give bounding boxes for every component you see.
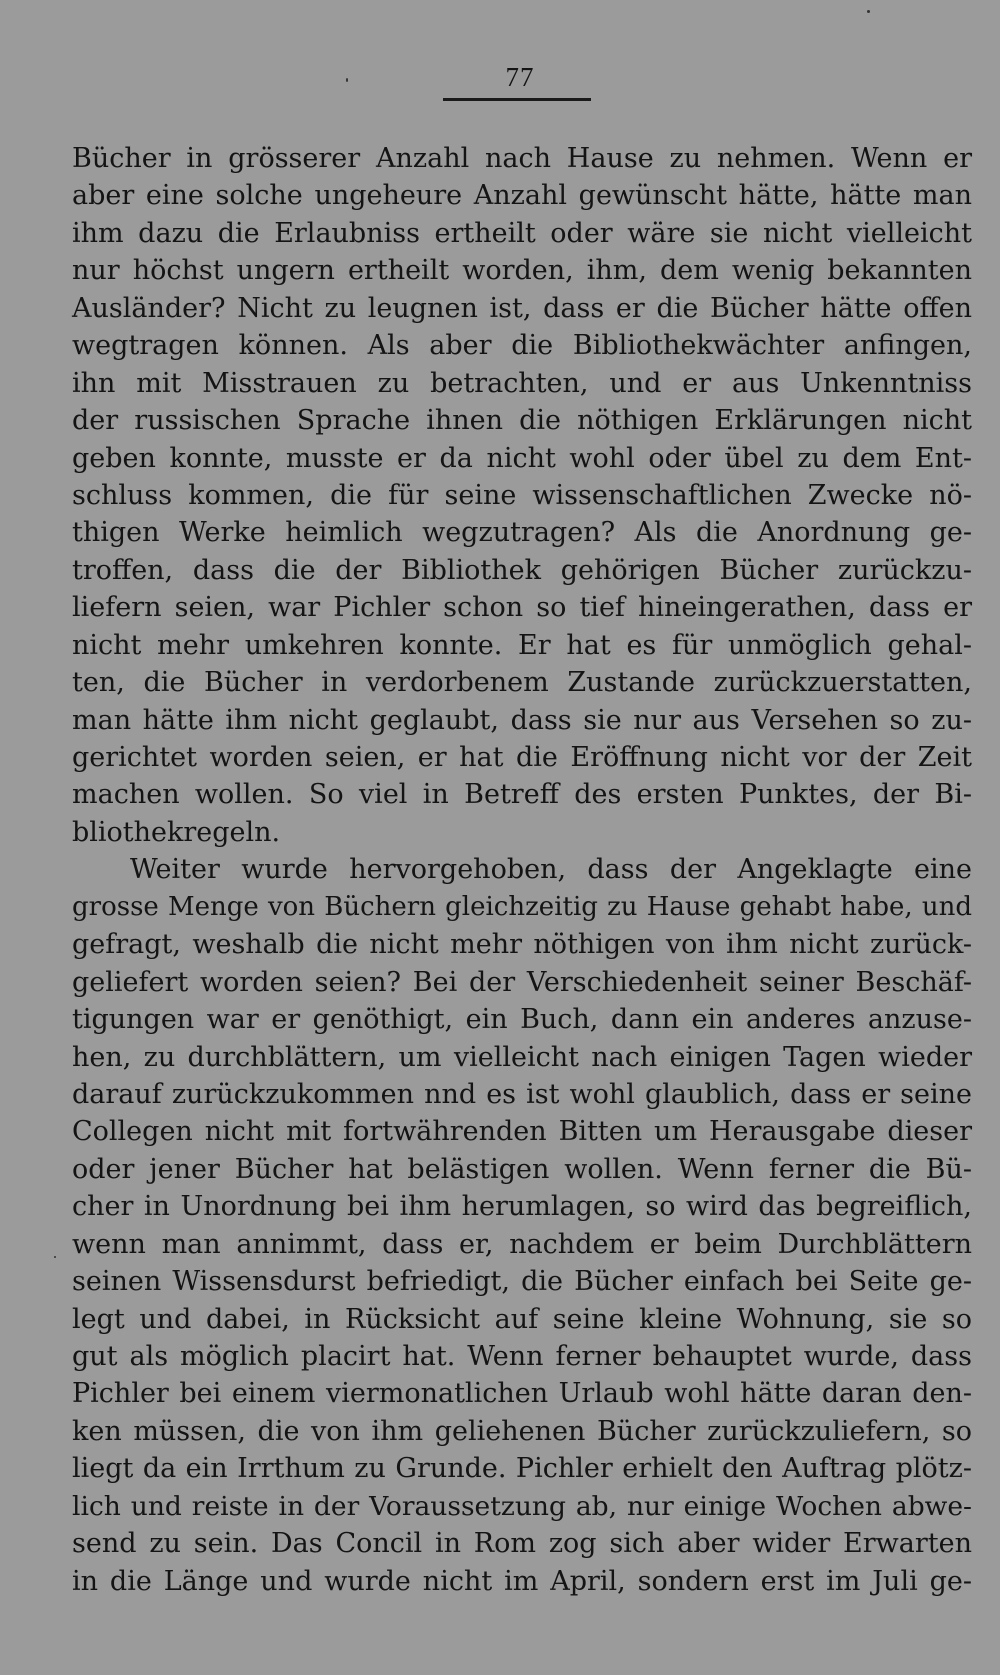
text-line: liegt da ein Irrthum zu Grunde. Pichler erhielt den Auftrag plötz- (72, 1453, 972, 1485)
text-line: geben konnte, musste er da nicht wohl oder übel zu dem Ent- (72, 442, 972, 474)
scan-speck (346, 78, 348, 82)
text-line: gut als möglich placirt hat. Wenn ferner behauptet wurde, dass (72, 1341, 972, 1372)
text-line: seinen Wissensdurst befriedigt, die Bücher einfach bei Seite ge- (72, 1266, 972, 1298)
text-line: in die Länge und wurde nicht im April, sondern erst im Juli ge- (72, 1565, 972, 1597)
text-line: legt und dabei, in Rücksicht auf seine kleine Wohnung, sie so (72, 1303, 972, 1335)
text-line: Pichler bei einem viermonatlichen Urlaub wohl hätte daran den- (72, 1378, 972, 1410)
paragraph-1 (72, 140, 972, 851)
text-line: hen, zu durchblättern, um vielleicht nach einigen Tagen wieder (72, 1041, 972, 1073)
body-text (72, 140, 972, 1600)
text-line: cher in Unordnung bei ihm herumlagen, so wird das begreiflich, (72, 1191, 972, 1223)
text-line: Collegen nicht mit fortwährenden Bitten um Herausgabe dieser (72, 1116, 972, 1148)
text-line: darauf zurückzukommen nnd es ist wohl glaublich, dass er seine (72, 1078, 972, 1110)
text-line: troffen, dass die der Bibliothek gehörigen Bücher zurückzu- (72, 554, 972, 586)
text-line: gefragt, weshalb die nicht mehr nöthigen von ihm nicht zurück- (72, 929, 972, 961)
paragraph-2 (72, 851, 972, 1600)
text-line: machen wollen. So viel in Betreff des ersten Punktes, der Bi- (72, 779, 972, 811)
text-line: bliothekregeln. (72, 816, 281, 848)
scan-speck (867, 10, 870, 13)
text-line: nur höchst ungern ertheilt worden, ihm, dem wenig bekannten (72, 255, 972, 287)
text-line: tigungen war er genöthigt, ein Buch, dann ein anderes anzuse- (72, 1004, 972, 1036)
text-line: schluss kommen, die für seine wissenschaftlichen Zwecke nö- (72, 479, 972, 511)
text-line: lich und reiste in der Voraussetzung ab, nur einige Wochen abwe- (72, 1490, 972, 1522)
text-line: Weiter wurde hervorgehoben, dass der Angeklagte eine (130, 854, 972, 886)
text-line: geliefert worden seien? Bei der Verschiedenheit seiner Beschäf- (72, 966, 972, 998)
text-line: wegtragen können. Als aber die Bibliothekwächter anfingen, (72, 330, 972, 362)
text-line: ihn mit Misstrauen zu betrachten, und er aus Unkenntniss (72, 367, 972, 399)
text-line: thigen Werke heimlich wegzutragen? Als die Anordnung ge- (72, 517, 972, 549)
text-line: grosse Menge von Büchern gleichzeitig zu Hause gehabt habe, und (72, 891, 972, 922)
text-line: send zu sein. Das Concil in Rom zog sich aber wider Erwarten (72, 1528, 972, 1560)
text-line: der russischen Sprache ihnen die nöthigen Erklärungen nicht (72, 405, 972, 437)
header-rule (443, 98, 591, 101)
text-line: Bücher in grösserer Anzahl nach Hause zu nehmen. Wenn er (72, 143, 972, 174)
text-line: gerichtet worden seien, er hat die Eröffnung nicht vor der Zeit (72, 742, 972, 773)
text-line: oder jener Bücher hat belästigen wollen. Wenn ferner die Bü- (72, 1153, 972, 1185)
text-line: aber eine solche ungeheure Anzahl gewünscht hätte, hätte man (72, 180, 972, 212)
text-line: liefern seien, war Pichler schon so tief hineingerathen, dass er (72, 592, 972, 624)
text-line: man hätte ihm nicht geglaubt, dass sie nur aus Versehen so zu- (72, 704, 972, 736)
text-line: wenn man annimmt, dass er, nachdem er beim Durchblättern (72, 1228, 972, 1260)
text-line: ken müssen, die von ihm geliehenen Bücher zurückzuliefern, so (72, 1415, 972, 1447)
text-line: Ausländer? Nicht zu leugnen ist, dass er die Bücher hätte offen (72, 292, 972, 324)
text-line: ten, die Bücher in verdorbenem Zustande zurückzuerstatten, (72, 667, 972, 699)
scan-speck (54, 1256, 56, 1258)
page-number: 77 (505, 62, 535, 92)
text-line: ihm dazu die Erlaubniss ertheilt oder wäre sie nicht vielleicht (72, 217, 972, 249)
text-line: nicht mehr umkehren konnte. Er hat es für unmöglich gehal- (72, 629, 972, 661)
